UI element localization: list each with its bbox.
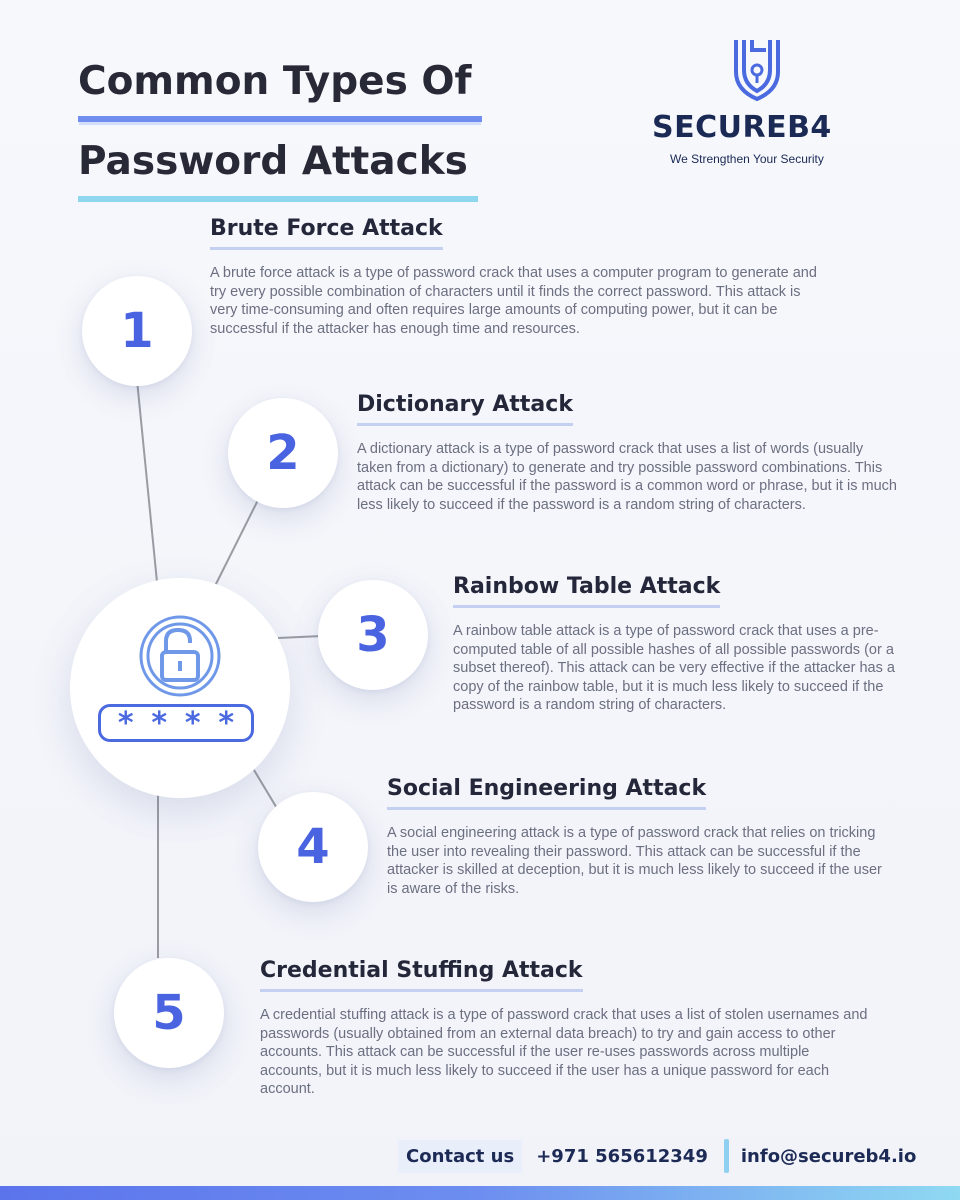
asterisk: * [151, 705, 168, 741]
attack-title: Dictionary Attack [357, 392, 573, 426]
step-number-4: 4 [258, 792, 368, 902]
attack-title: Social Engineering Attack [387, 776, 706, 810]
attack-description: A dictionary attack is a type of password crack that uses a list of words (usually taken from a dictionary) to generate and try possible password combinations. This attack can be successful if the password is a common word or phrase, but it is much less likely to succeed if the password is a random string of characters. [357, 441, 897, 513]
attack-section-5 [260, 958, 872, 1099]
title-line-2: Password Attacks [78, 130, 478, 202]
asterisk: * [218, 705, 235, 741]
attack-section-3 [453, 574, 923, 715]
step-number-2: 2 [228, 398, 338, 508]
attack-title: Rainbow Table Attack [453, 574, 720, 608]
attack-title: Credential Stuffing Attack [260, 958, 583, 992]
title-line-1: Common Types Of [78, 50, 482, 122]
asterisk: * [184, 705, 201, 741]
password-hub [70, 578, 290, 798]
step-number-3: 3 [318, 580, 428, 690]
attack-title: Brute Force Attack [210, 216, 443, 250]
bottom-gradient-bar [0, 1186, 960, 1200]
attack-section-1 [210, 216, 830, 338]
attack-description: A credential stuffing attack is a type of password crack that uses a list of stolen usernames and passwords (usually obtained from an external data breach) to try and gain access to other accounts. This attack can be successful if the user re-uses passwords across multiple accounts, but it is much less likely to succeed if the user has a unique password for each account. [260, 1007, 868, 1097]
contact-phone: +971 565612349 [536, 1145, 708, 1167]
brand-tagline: We Strengthen Your Security [670, 152, 824, 166]
brand-name: SECUREB4 [652, 110, 832, 145]
attack-section-2 [357, 392, 897, 514]
asterisk: * [117, 705, 134, 741]
step-number-5: 5 [114, 958, 224, 1068]
contact-email: info@secureb4.io [740, 1145, 917, 1167]
contact-bar [398, 1138, 916, 1174]
step-number-1: 1 [82, 276, 192, 386]
contact-divider [724, 1139, 729, 1173]
attack-description: A rainbow table attack is a type of password crack that uses a pre-computed table of all possible hashes of all possible passwords (or a subset thereof). This attack can be very effective if the attacker has a copy of the rainbow table, but it is much less likely to succeed if the password is a random string of characters. [453, 623, 895, 713]
attack-section-4 [387, 776, 887, 898]
open-padlock-icon [138, 614, 222, 698]
attack-description: A social engineering attack is a type of password crack that relies on tricking the user into revealing their password. This attack can be successful if the attacker is skilled at deception, but it is much less likely to succeed if the user is aware of the risks. [387, 825, 882, 897]
contact-label: Contact us [398, 1140, 522, 1173]
masked-password-field [98, 704, 254, 742]
attack-description: A brute force attack is a type of password crack that uses a computer program to generate and try every possible combination of characters until it finds the correct password. This attack is very time-consuming and often requires large amounts of computing power, but it can be successful if the attacker has enough time and resources. [210, 265, 817, 337]
